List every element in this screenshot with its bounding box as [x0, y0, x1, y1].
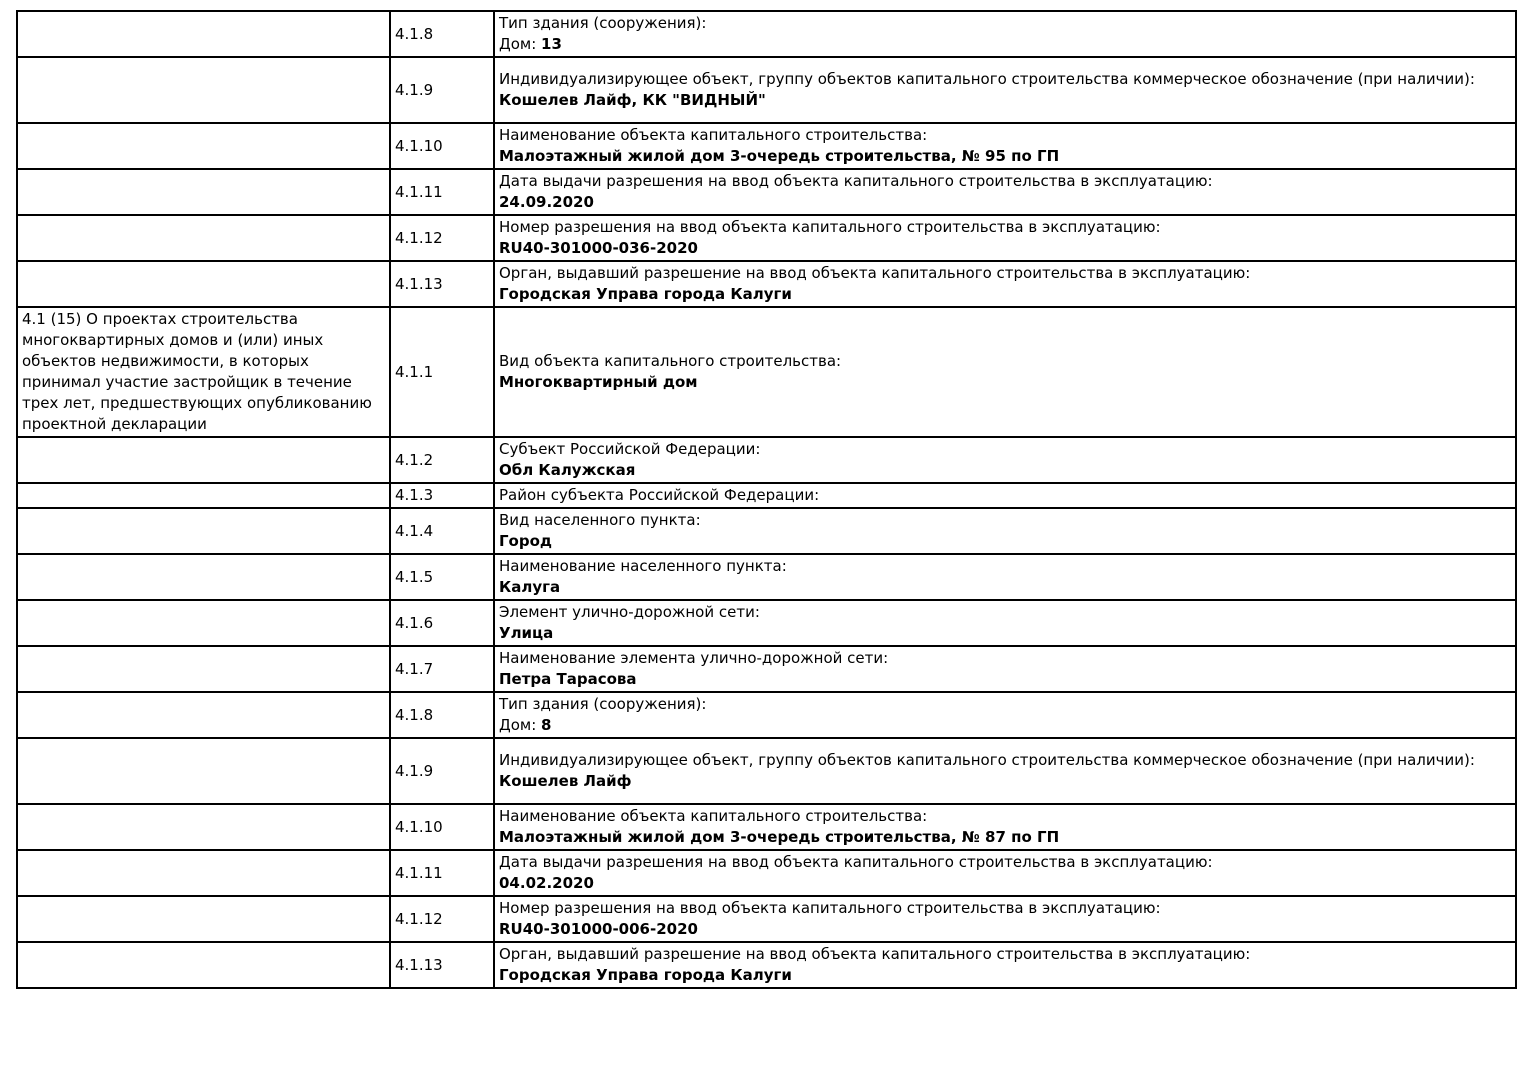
section-cell: [17, 942, 390, 988]
field-label: Вид населенного пункта:: [499, 511, 701, 529]
field-label: Район субъекта Российской Федерации:: [499, 486, 820, 504]
field-value: [499, 623, 1511, 644]
code-cell: 4.1.10: [390, 123, 494, 169]
declaration-table: [16, 10, 1517, 989]
code-cell: 4.1.8: [390, 11, 494, 57]
field-value: [499, 238, 1511, 259]
section-cell: [17, 600, 390, 646]
code-cell: 4.1.12: [390, 896, 494, 942]
content-cell: [494, 307, 1516, 437]
section-cell: [17, 896, 390, 942]
field-value: [499, 90, 1511, 111]
table-row: [17, 307, 1516, 437]
field-value: [499, 146, 1511, 167]
table-row: [17, 57, 1516, 123]
section-cell: [17, 738, 390, 804]
field-value: [499, 873, 1511, 894]
field-label: Индивидуализирующее объект, группу объектов капитального строительства коммерческое обозначение (при наличии):: [499, 751, 1475, 769]
section-cell: [17, 11, 390, 57]
code-cell: 4.1.1: [390, 307, 494, 437]
table-row: [17, 896, 1516, 942]
code-cell: 4.1.7: [390, 646, 494, 692]
field-value-text: Город: [499, 532, 553, 550]
content-cell: [494, 600, 1516, 646]
field-label: Дата выдачи разрешения на ввод объекта капитального строительства в эксплуатацию:: [499, 853, 1213, 871]
table-row: [17, 437, 1516, 483]
content-cell: [494, 11, 1516, 57]
field-label: Номер разрешения на ввод объекта капитального строительства в эксплуатацию:: [499, 899, 1161, 917]
field-value-text: RU40-301000-036-2020: [499, 239, 698, 257]
field-value: [499, 284, 1511, 305]
table-row: [17, 942, 1516, 988]
code-cell: 4.1.11: [390, 169, 494, 215]
field-value: [499, 460, 1511, 481]
field-value-text: Городская Управа города Калуги: [499, 966, 792, 984]
content-cell: [494, 942, 1516, 988]
content-cell: [494, 646, 1516, 692]
field-value: [499, 715, 1511, 736]
field-label: Тип здания (сооружения):: [499, 14, 707, 32]
code-cell: 4.1.12: [390, 215, 494, 261]
section-cell: [17, 804, 390, 850]
section-cell: [17, 508, 390, 554]
code-cell: 4.1.2: [390, 437, 494, 483]
table-row: [17, 11, 1516, 57]
code-cell: 4.1.6: [390, 600, 494, 646]
field-value: [499, 34, 1511, 55]
table-row: [17, 261, 1516, 307]
field-value-prefix: Дом:: [499, 35, 542, 53]
code-cell: 4.1.9: [390, 738, 494, 804]
field-value-text: Кошелев Лайф, КК "ВИДНЫЙ": [499, 91, 766, 109]
section-cell: [17, 850, 390, 896]
content-cell: [494, 169, 1516, 215]
field-value-text: Улица: [499, 624, 554, 642]
code-cell: 4.1.11: [390, 850, 494, 896]
section-cell: [17, 646, 390, 692]
section-cell: [17, 123, 390, 169]
field-label: Элемент улично-дорожной сети:: [499, 603, 760, 621]
field-value-text: 04.02.2020: [499, 874, 594, 892]
section-cell: [17, 169, 390, 215]
field-label: Субъект Российской Федерации:: [499, 440, 761, 458]
field-label: Орган, выдавший разрешение на ввод объекта капитального строительства в эксплуатацию:: [499, 264, 1251, 282]
table-row: [17, 483, 1516, 508]
field-value-text: RU40-301000-006-2020: [499, 920, 698, 938]
table-row: [17, 169, 1516, 215]
field-value-text: Кошелев Лайф: [499, 772, 632, 790]
section-cell: [17, 483, 390, 508]
section-cell: [17, 692, 390, 738]
section-cell: 4.1 (15) О проектах строительства многоквартирных домов и (или) иных объектов недвижимости, в которых принимал участие застройщик в течение трех лет, предшествующих опубликованию проектной декларации: [17, 307, 390, 437]
table-row: [17, 600, 1516, 646]
section-cell: [17, 57, 390, 123]
code-cell: 4.1.9: [390, 57, 494, 123]
content-cell: [494, 215, 1516, 261]
field-label: Индивидуализирующее объект, группу объектов капитального строительства коммерческое обозначение (при наличии):: [499, 70, 1475, 88]
field-label: Наименование объекта капитального строительства:: [499, 807, 928, 825]
field-label: Дата выдачи разрешения на ввод объекта капитального строительства в эксплуатацию:: [499, 172, 1213, 190]
field-value: [499, 531, 1511, 552]
code-cell: 4.1.5: [390, 554, 494, 600]
field-value: [499, 577, 1511, 598]
field-value-text: 8: [541, 716, 552, 734]
content-cell: [494, 57, 1516, 123]
code-cell: 4.1.13: [390, 942, 494, 988]
section-cell: [17, 437, 390, 483]
field-value-prefix: Дом:: [499, 716, 542, 734]
field-value-text: Городская Управа города Калуги: [499, 285, 792, 303]
field-value-text: 24.09.2020: [499, 193, 594, 211]
content-cell: [494, 483, 1516, 508]
field-label: Наименование объекта капитального строительства:: [499, 126, 928, 144]
content-cell: [494, 738, 1516, 804]
table-row: [17, 508, 1516, 554]
content-cell: [494, 437, 1516, 483]
content-cell: [494, 896, 1516, 942]
section-cell: [17, 215, 390, 261]
content-cell: [494, 692, 1516, 738]
declaration-table-body: [17, 11, 1516, 988]
table-row: [17, 215, 1516, 261]
content-cell: [494, 804, 1516, 850]
field-value-text: Калуга: [499, 578, 561, 596]
content-cell: [494, 850, 1516, 896]
field-label: Вид объекта капитального строительства:: [499, 352, 842, 370]
table-row: [17, 692, 1516, 738]
code-cell: 4.1.13: [390, 261, 494, 307]
field-value: [499, 192, 1511, 213]
code-cell: 4.1.4: [390, 508, 494, 554]
field-label: Номер разрешения на ввод объекта капитального строительства в эксплуатацию:: [499, 218, 1161, 236]
field-value-text: Обл Калужская: [499, 461, 636, 479]
code-cell: 4.1.10: [390, 804, 494, 850]
field-value: [499, 827, 1511, 848]
table-row: [17, 123, 1516, 169]
content-cell: [494, 261, 1516, 307]
field-value: [499, 965, 1511, 986]
field-value: [499, 669, 1511, 690]
field-value: [499, 372, 1511, 393]
field-value-text: Петра Тарасова: [499, 670, 637, 688]
field-label: Наименование элемента улично-дорожной сети:: [499, 649, 889, 667]
table-row: [17, 554, 1516, 600]
field-label: Наименование населенного пункта:: [499, 557, 787, 575]
table-row: [17, 850, 1516, 896]
code-cell: 4.1.8: [390, 692, 494, 738]
field-value-text: Многоквартирный дом: [499, 373, 698, 391]
table-row: [17, 738, 1516, 804]
field-value: [499, 919, 1511, 940]
field-label: Орган, выдавший разрешение на ввод объекта капитального строительства в эксплуатацию:: [499, 945, 1251, 963]
field-label: Тип здания (сооружения):: [499, 695, 707, 713]
field-value-text: 13: [541, 35, 562, 53]
content-cell: [494, 123, 1516, 169]
field-value-text: Малоэтажный жилой дом 3-очередь строительства, № 87 по ГП: [499, 828, 1060, 846]
code-cell: 4.1.3: [390, 483, 494, 508]
table-row: [17, 804, 1516, 850]
table-row: [17, 646, 1516, 692]
content-cell: [494, 508, 1516, 554]
section-cell: [17, 554, 390, 600]
field-value-text: Малоэтажный жилой дом 3-очередь строительства, № 95 по ГП: [499, 147, 1060, 165]
section-cell: [17, 261, 390, 307]
field-value: [499, 771, 1511, 792]
content-cell: [494, 554, 1516, 600]
